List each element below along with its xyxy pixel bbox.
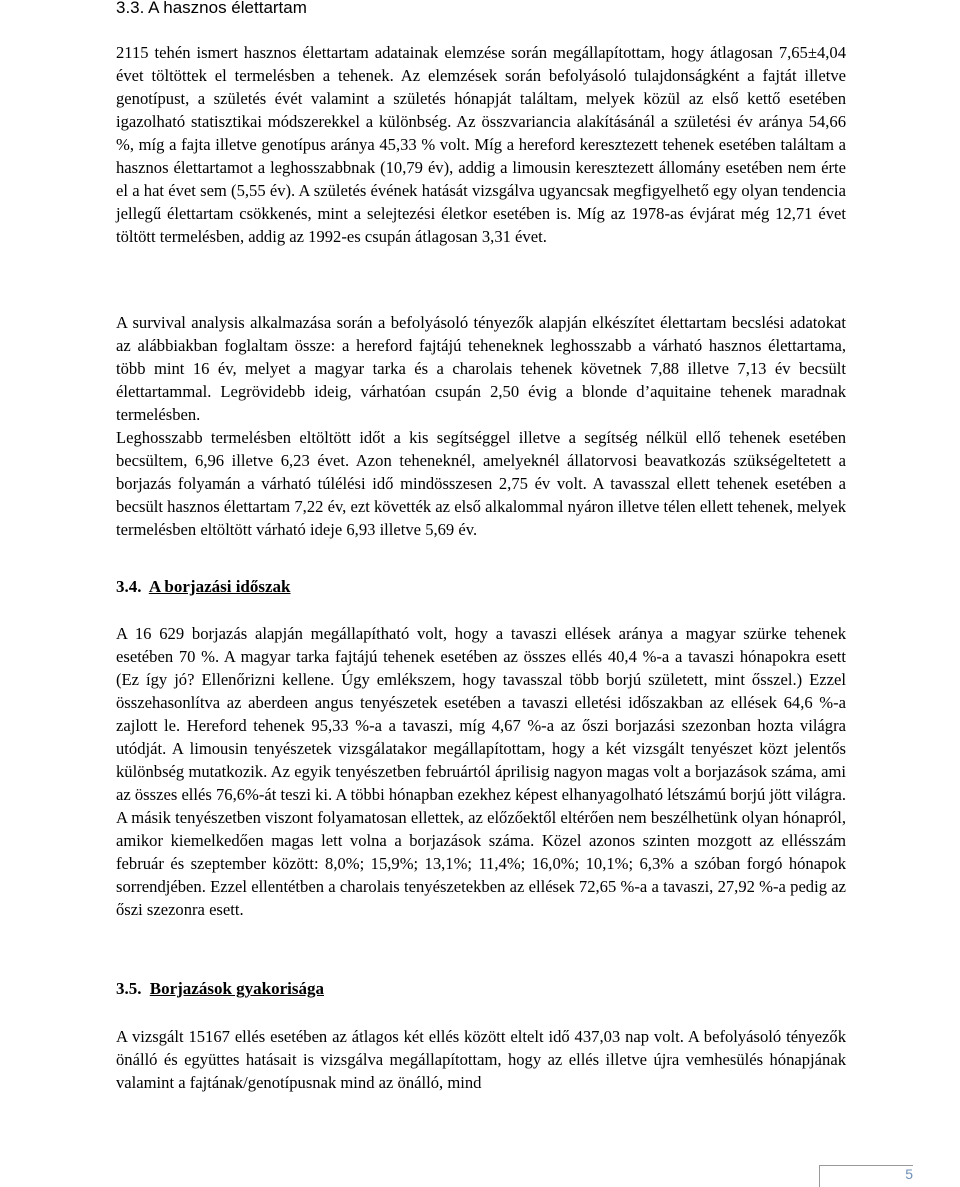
section-3-4-heading: [116, 577, 291, 597]
section-3-3-para-2-3: [116, 311, 846, 541]
section-3-4-para-1: [116, 622, 846, 921]
paragraph-text: 2115 tehén ismert hasznos élettartam adatainak elemzése során megállapítottam, hogy átlagosan 7,65±4,04 évet töltöttek el termelésben a tehenek. Az elemzések során befolyásoló tulajdonságként a fajtát illetve genotípust, a születés évét valamint a születés hónapját találtam, melyek közül az első kettő esetében igazolható statisztikai módszerekkel a különbség. Az összvariancia alakításánál a születési év aránya 54,66 %, míg a fajta illetve genotípus aránya 45,33 % volt. Míg a hereford keresztezett tehenek esetében találtam a hasznos élettartamot a leghosszabbnak (10,79 év), addig a limousin keresztezett állomány esetében nem érte el a hat évet sem (5,55 év). A születés évének hatását vizsgálva ugyancsak megfigyelhető egy olyan tendencia jellegű élettartam csökkenés, mint a selejtezési életkor esetében is. Míg az 1978-as évjárat még 12,71 évet töltött termelésben, addig az 1992-es csupán átlagosan 3,31 évet.: [116, 43, 846, 246]
paragraph-text: A 16 629 borjazás alapján megállapítható volt, hogy a tavaszi ellések aránya a magyar szürke tehenek esetében 70 %. A magyar tarka fajtájú tehenek esetében az összes ellés 40,4 %-a a tavaszi hónapokra esett (Ez így jó? Ellenőrizni kellene. Úgy emlékszem, hogy tavasszal több borjú született, mint ősszel.) Ezzel összehasonlítva az aberdeen angus tenyészetek esetében a tavaszi elletési időszakban az ellések 64,6 %-a zajlott le. Hereford tehenek 95,33 %-a a tavaszi, míg 4,67 %-a az őszi borjazási szezonban hozta világra utódját. A limousin tenyészetek vizsgálatakor megállapítottam, hogy a két vizsgált tenyészet közt jelentős különbség mutatkozik. Az egyik tenyészetben februártól áprilisig nagyon magas volt a borjazások száma, ami az összes ellés 76,6%-át teszi ki. A többi hónapban ezekhez képest elhanyagolható létszámú borjú jött világra. A másik tenyészetben viszont folyamatosan ellettek, az előzőektől eltérően nem beszélhetünk olyan hónapról, amikor kiemelkedően magas lett volna a borjazások száma. Közel azonos szinten mozgott az ellésszám február és szeptember között: 8,0%; 15,9%; 13,1%; 11,4%; 16,0%; 10,1%; 6,3% a szóban forgó hónapok sorrendjében. Ezzel ellentétben a charolais tenyészetekben az ellések 72,65 %-a a tavaszi, 27,92 %-a pedig az őszi szezonra esett.: [116, 624, 846, 919]
section-title: Borjazások gyakorisága: [149, 979, 324, 998]
page-number-box: [819, 1165, 913, 1187]
paragraph-text: A survival analysis alkalmazása során a befolyásoló tényezők alapján elkészítet élettartam becslési adatokat az alábbiakban foglaltam össze: a hereford fajtájú teheneknek leghosszabb a várható hasznos élettartama, több mint 16 év, melyet a magyar tarka és a charolais tehenek követnek 7,88 illetve 7,13 év becsült élettartammal. Legrövidebb ideig, várhatóan csupán 2,50 évig a blonde d’aquitaine tehenek maradnak termelésben.: [116, 313, 846, 424]
paragraph-text: Leghosszabb termelésben eltöltött időt a kis segítséggel illetve a segítség nélkül ellő tehenek esetében becsültem, 6,96 illetve 6,23 évet. Azon teheneknél, amelyeknél állatorvosi beavatkozás szükségeltetett a borjazás folyamán a várható túlélési idő mindösszesen 2,75 év volt. A tavasszal ellett tehenek esetében a becsült hasznos élettartam 7,22 év, ezt követték az első alkalommal nyáron illetve télen ellett tehenek, melyek termelésben eltöltött várható ideje 6,93 illetve 5,69 év.: [116, 428, 846, 539]
section-3-5-para-1: [116, 1025, 846, 1094]
paragraph-text: A vizsgált 15167 ellés esetében az átlagos két ellés között eltelt idő 437,03 nap volt. A befolyásoló tényezők önálló és együttes hatásait is vizsgálva megállapítottam, hogy az ellés illetve újra vemhesülés hónapjának valamint a fajtának/genotípusnak mind az önálló, mind: [116, 1027, 846, 1092]
page-number: 5: [905, 1166, 913, 1182]
section-3-5-heading: [116, 979, 324, 999]
section-title: A borjazási időszak: [148, 577, 291, 596]
section-3-3-para-1: [116, 41, 846, 248]
section-number: 3.4.: [116, 577, 142, 596]
section-3-3-heading: 3.3. A hasznos élettartam: [116, 0, 307, 17]
section-number: 3.5.: [116, 979, 142, 998]
